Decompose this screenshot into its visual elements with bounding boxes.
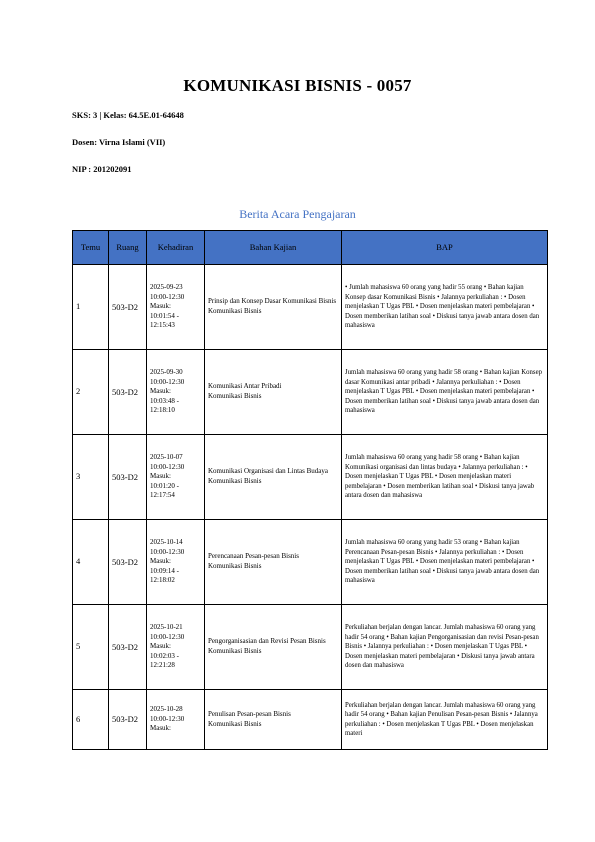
kehadiran-line: 10:00-12:30	[150, 547, 185, 556]
bahan-kajian-line: Prinsip dan Konsep Dasar Komunikasi Bisnis	[208, 297, 337, 306]
table-row	[73, 265, 548, 350]
cell-kehadiran	[147, 435, 205, 520]
header-kehadiran: Kehadiran	[147, 231, 205, 265]
cell-kehadiran	[147, 690, 205, 750]
cell-ruang: 503-D2	[109, 605, 147, 690]
cell-bap: Jumlah mahasiswa 60 orang yang hadir 58 orang • Bahan kajian Konsep dasar Komunikasi antar pribadi • Jalannya perkuliahan : • Dosen menjelaskan T Ugas PBL • Dosen menjelaskan materi pembelajaran • Dosen memberikan latihan soal • Diskusi tanya jawab antara dosen dan mahasiswa	[342, 350, 548, 435]
kehadiran-line: 10:00-12:30	[150, 377, 185, 386]
cell-temu: 5	[73, 605, 109, 690]
cell-bahan-kajian	[205, 520, 342, 605]
kehadiran-line: 12:21:28	[150, 661, 175, 670]
cell-temu: 6	[73, 690, 109, 750]
table-row	[73, 520, 548, 605]
kehadiran-line: 2025-10-14	[150, 538, 183, 547]
table-row	[73, 350, 548, 435]
kehadiran-line: 10:00-12:30	[150, 462, 185, 471]
cell-bap: Jumlah mahasiswa 60 orang yang hadir 53 orang • Bahan kajian Perencanaan Pesan-pesan Bisnis • Jalannya perkuliahan : • Dosen menjelaskan T Ugas PBL • Dosen menjelaskan materi pembelajaran • Dosen memberikan latihan soal • Diskusi tanya jawab antara dosen dan mahasiswa	[342, 520, 548, 605]
cell-kehadiran	[147, 520, 205, 605]
kehadiran-line: 10:09:14 -	[150, 566, 179, 575]
cell-bahan-kajian	[205, 690, 342, 750]
cell-temu: 3	[73, 435, 109, 520]
bahan-kajian-line: Komunikasi Bisnis	[208, 647, 262, 655]
kehadiran-line: 2025-10-07	[150, 453, 183, 462]
section-title: Berita Acara Pengajaran	[239, 207, 356, 221]
sks-class-line: SKS: 3 | Kelas: 64.5E.01-64648	[72, 110, 184, 120]
cell-ruang: 503-D2	[109, 265, 147, 350]
header-ruang: Ruang	[109, 231, 147, 265]
kehadiran-line: Masuk:	[150, 302, 171, 311]
table-row	[73, 690, 548, 750]
attendance-table	[72, 230, 548, 750]
cell-ruang: 503-D2	[109, 350, 147, 435]
document-title: KOMUNIKASI BISNIS - 0057	[183, 76, 412, 95]
kehadiran-line: Masuk:	[150, 724, 171, 733]
bahan-kajian-line: Komunikasi Organisasi dan Lintas Budaya	[208, 467, 329, 476]
cell-bahan-kajian	[205, 605, 342, 690]
cell-bap: • Jumlah mahasiswa 60 orang yang hadir 55 orang • Bahan kajian Konsep dasar Komunikasi Bisnis • Jalannya perkuliahan : • Dosen menjelaskan T Ugas PBL • Dosen menjelaskan materi pembelajaran • Dosen memberikan latihan soal • Diskusi tanya jawab antara dosen dan mahasiswa	[342, 265, 548, 350]
kehadiran-line: 2025-09-30	[150, 368, 183, 377]
cell-bahan-kajian	[205, 435, 342, 520]
table-row	[73, 435, 548, 520]
kehadiran-line: 10:01:20 -	[150, 481, 179, 490]
header-temu: Temu	[73, 231, 109, 265]
kehadiran-line: 2025-09-23	[150, 283, 183, 292]
cell-temu: 1	[73, 265, 109, 350]
kehadiran-line: Masuk:	[150, 472, 171, 481]
bahan-kajian-line: Komunikasi Bisnis	[208, 307, 262, 315]
cell-bap: Perkuliahan berjalan dengan lancar. Jumlah mahasiswa 60 orang yang hadir 54 orang • Bahan kajian Penulisan Pesan-pesan Bisnis • Jalannya perkuliahan : • Dosen menjelaskan T Ugas PBL • Dosen menjelaskan materi	[342, 690, 548, 750]
cell-bahan-kajian	[205, 265, 342, 350]
kehadiran-line: 12:15:43	[150, 321, 175, 330]
bahan-kajian-line: Pengorganisasian dan Revisi Pesan Bisnis	[208, 637, 326, 646]
kehadiran-line: Masuk:	[150, 387, 171, 396]
bahan-kajian-line: Komunikasi Antar Pribadi	[208, 382, 282, 391]
header-bahan-kajian: Bahan Kajian	[205, 231, 342, 265]
lecturer-line: Dosen: Virna Islami (VII)	[72, 137, 166, 147]
kehadiran-line: Masuk:	[150, 642, 171, 651]
bahan-kajian-line: Perencanaan Pesan-pesan Bisnis	[208, 552, 299, 561]
kehadiran-line: 10:01:54 -	[150, 311, 179, 320]
kehadiran-line: 10:00-12:30	[150, 632, 185, 641]
kehadiran-line: 2025-10-21	[150, 623, 183, 632]
cell-ruang: 503-D2	[109, 690, 147, 750]
kehadiran-line: 12:17:54	[150, 491, 175, 500]
kehadiran-line: 12:18:02	[150, 576, 175, 585]
cell-ruang: 503-D2	[109, 435, 147, 520]
table-header-row	[73, 231, 548, 265]
bahan-kajian-line: Penulisan Pesan-pesan Bisnis	[208, 709, 291, 718]
kehadiran-line: 12:18:10	[150, 406, 175, 415]
nip-line: NIP : 201202091	[72, 164, 132, 174]
cell-kehadiran	[147, 265, 205, 350]
bahan-kajian-line: Komunikasi Bisnis	[208, 392, 262, 400]
header-bap: BAP	[342, 231, 548, 265]
cell-kehadiran	[147, 605, 205, 690]
kehadiran-line: 10:00-12:30	[150, 292, 185, 301]
bahan-kajian-line: Komunikasi Bisnis	[208, 477, 262, 485]
table-row	[73, 605, 548, 690]
kehadiran-line: 10:00-12:30	[150, 714, 185, 723]
kehadiran-line: Masuk:	[150, 557, 171, 566]
cell-bahan-kajian	[205, 350, 342, 435]
cell-kehadiran	[147, 350, 205, 435]
kehadiran-line: 10:02:03 -	[150, 651, 179, 660]
cell-ruang: 503-D2	[109, 520, 147, 605]
cell-temu: 4	[73, 520, 109, 605]
kehadiran-line: 10:03:48 -	[150, 396, 179, 405]
bahan-kajian-line: Komunikasi Bisnis	[208, 719, 262, 728]
bahan-kajian-line: Komunikasi Bisnis	[208, 562, 262, 570]
kehadiran-line: 2025-10-28	[150, 705, 183, 714]
cell-temu: 2	[73, 350, 109, 435]
cell-bap: Perkuliahan berjalan dengan lancar. Jumlah mahasiswa 60 orang yang hadir 54 orang • Bahan kajian Pengorganisasian dan revisi Pesan-pesan Bisnis • Jalannya perkuliahan : • Dosen menjelaskan T Ugas PBL • Dosen menjelaskan materi pembelajaran • Diskusi tanya jawab antara dosen dan mahasiswa	[342, 605, 548, 690]
cell-bap: Jumlah mahasiswa 60 orang yang hadir 58 orang • Bahan kajian Komunikasi organisasi dan lintas budaya • Jalannya perkuliahan : • Dosen menjelaskan T Ugas PBL • Dosen menjelaskan materi pembelajaran • Dosen memberikan latihan soal • Diskusi tanya jawab antara dosen dan mahasiswa	[342, 435, 548, 520]
